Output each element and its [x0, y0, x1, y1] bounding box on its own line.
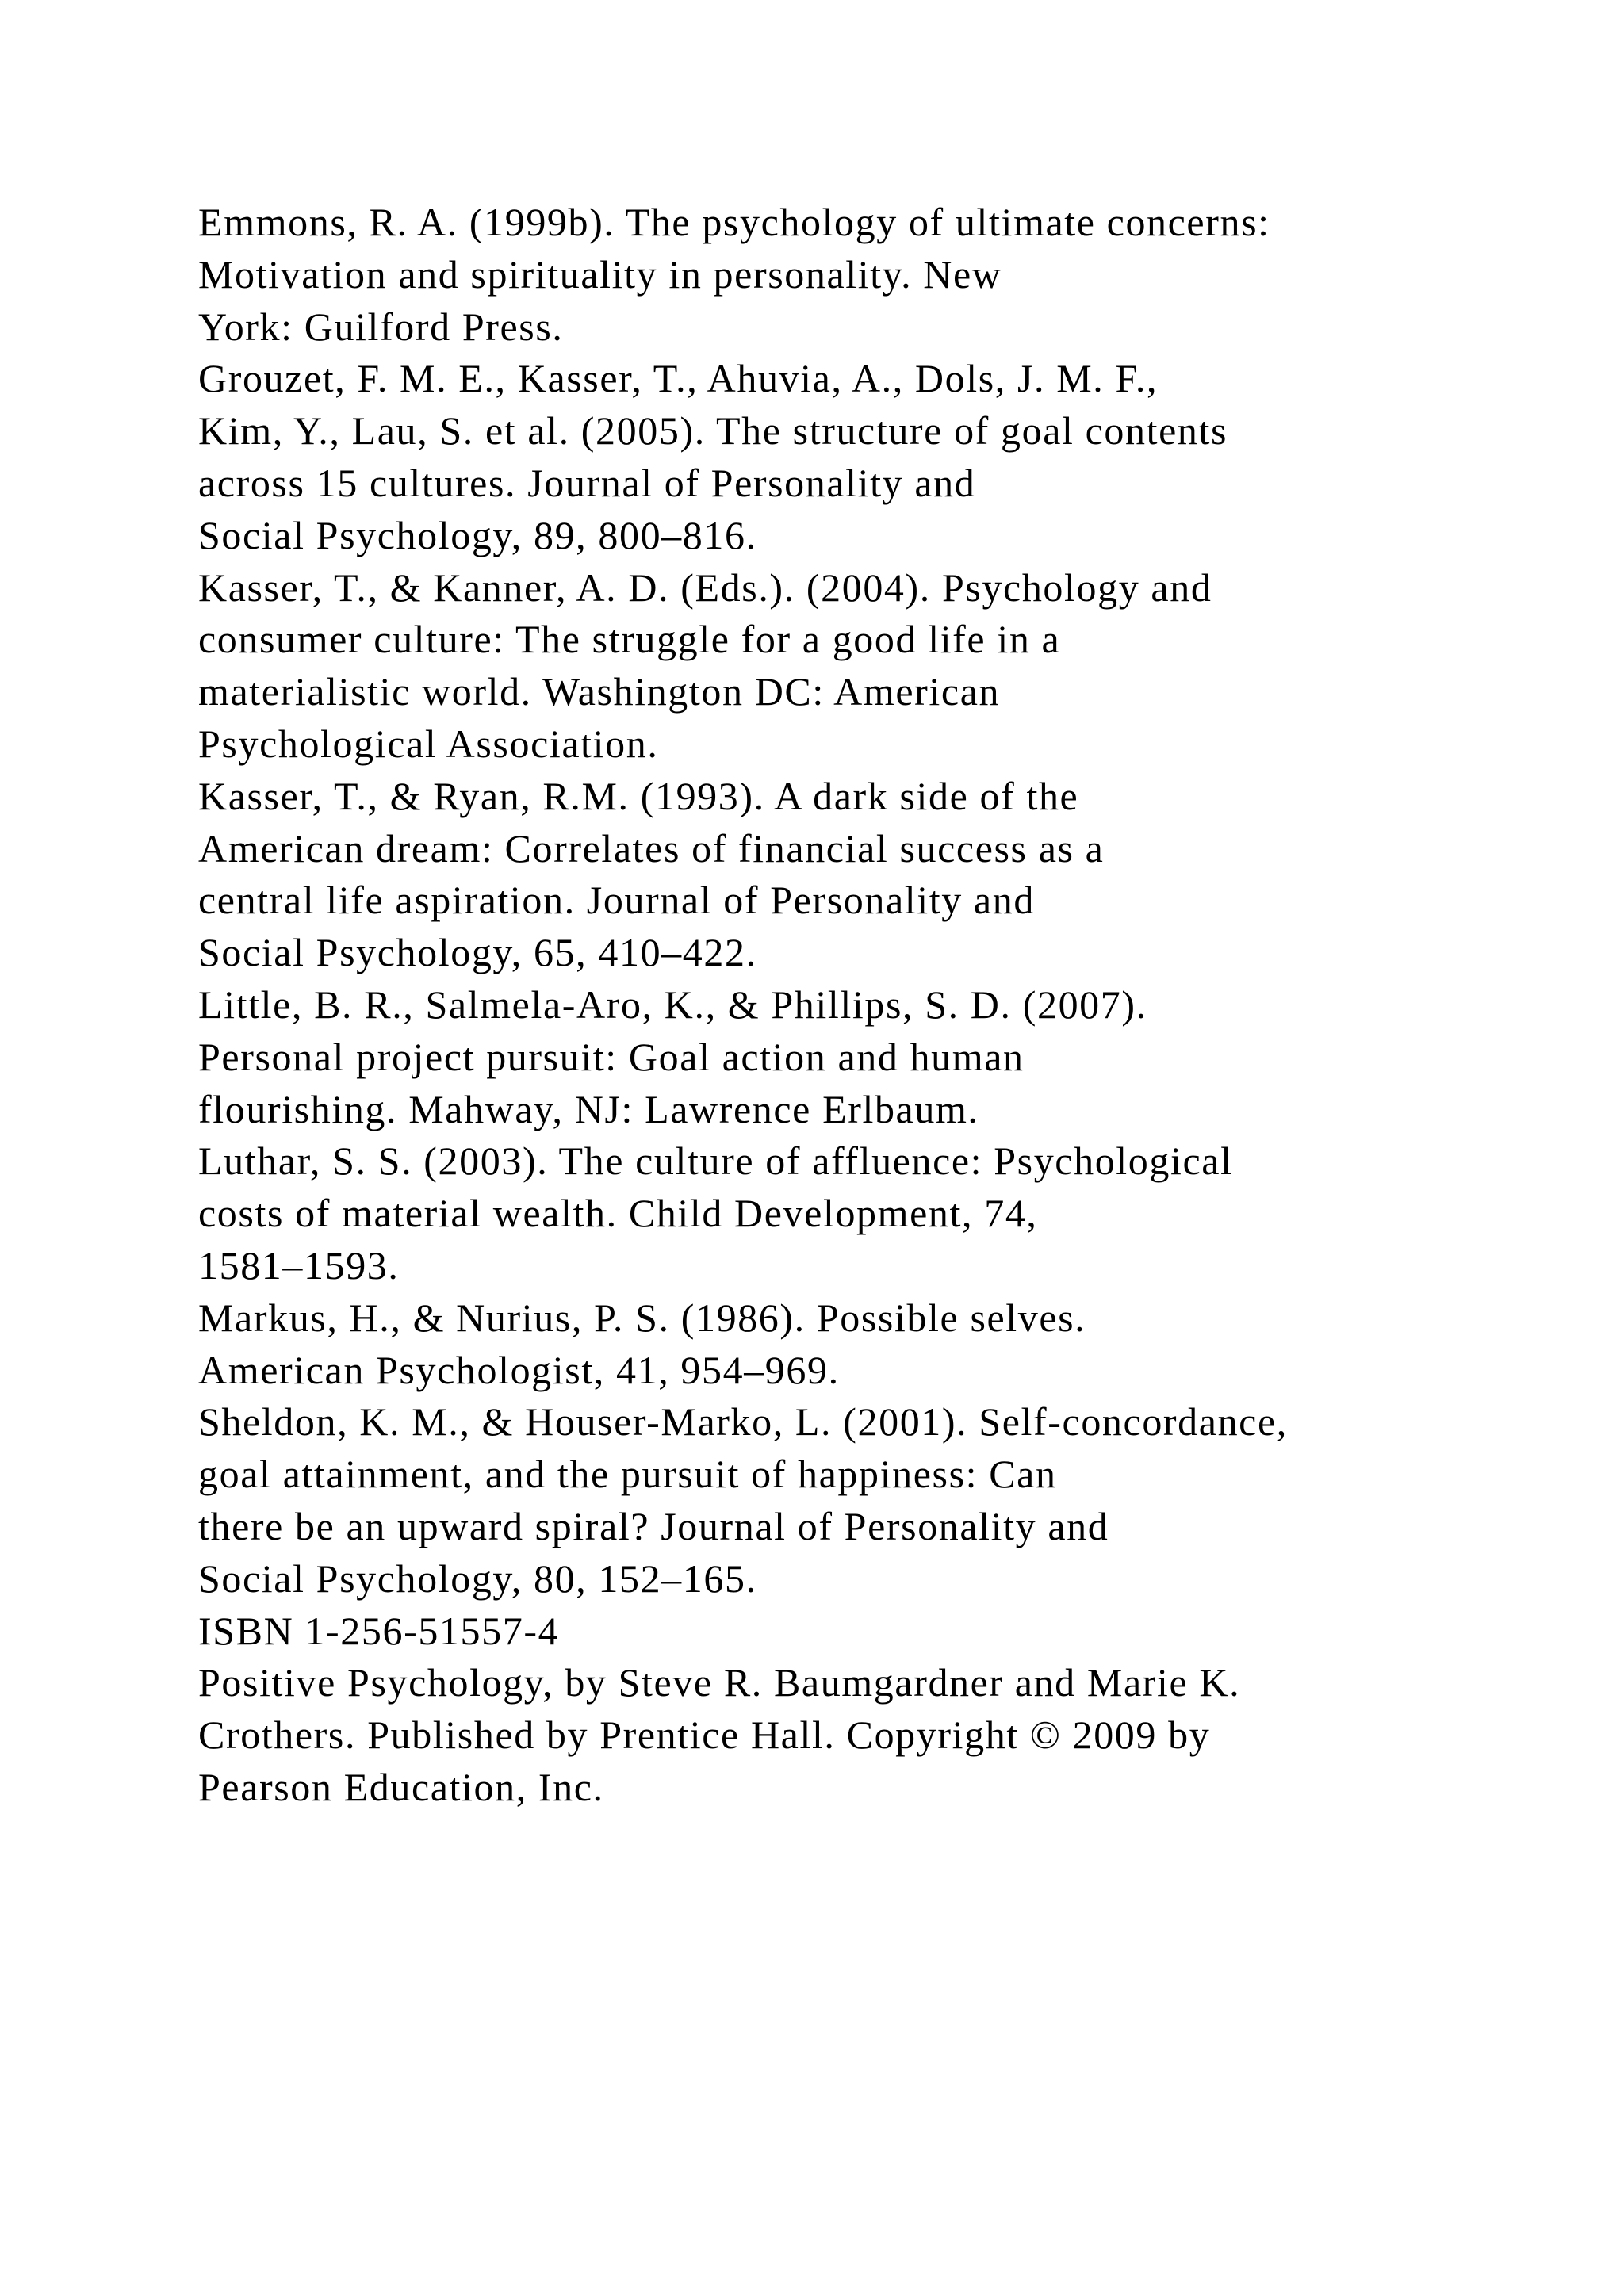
text-line: Grouzet, F. M. E., Kasser, T., Ahuvia, A., Dols, J. M. F.,	[198, 356, 1159, 401]
text-line: York: Guilford Press.	[198, 304, 564, 349]
text-line: materialistic world. Washington DC: American	[198, 669, 1001, 714]
text-line: Kasser, T., & Kanner, A. D. (Eds.). (2004). Psychology and	[198, 564, 1212, 610]
copyright-line: Pearson Education, Inc.	[198, 1764, 604, 1809]
text-line: flourishing. Mahway, NJ: Lawrence Erlbaum.	[198, 1086, 979, 1131]
text-line: Social Psychology, 80, 152–165.	[198, 1556, 757, 1601]
text-line: 1581–1593.	[198, 1242, 400, 1288]
text-line: Social Psychology, 65, 410–422.	[198, 930, 757, 975]
text-line: Markus, H., & Nurius, P. S. (1986). Possible selves.	[198, 1295, 1086, 1340]
text-line: Kim, Y., Lau, S. et al. (2005). The structure of goal contents	[198, 408, 1228, 453]
text-line: Personal project pursuit: Goal action and human	[198, 1034, 1025, 1079]
text-line: costs of material wealth. Child Development, 74,	[198, 1191, 1038, 1236]
text-line: Motivation and spirituality in personality. New	[198, 251, 1002, 297]
copyright-line: Positive Psychology, by Steve R. Baumgardner and Marie K.	[198, 1660, 1241, 1705]
text-line: across 15 cultures. Journal of Personality and	[198, 460, 976, 505]
text-line: consumer culture: The struggle for a good life in a	[198, 617, 1061, 662]
text-line: Social Psychology, 89, 800–816.	[198, 512, 757, 557]
text-line: Little, B. R., Salmela-Aro, K., & Phillips, S. D. (2007).	[198, 982, 1147, 1027]
text-line: Kasser, T., & Ryan, R.M. (1993). A dark side of the	[198, 773, 1079, 818]
copyright-line: Crothers. Published by Prentice Hall. Copyright © 2009 by	[198, 1712, 1211, 1758]
isbn-line: ISBN 1-256-51557-4	[198, 1608, 560, 1653]
text-line: goal attainment, and the pursuit of happiness: Can	[198, 1452, 1057, 1497]
text-line: Emmons, R. A. (1999b). The psychology of ultimate concerns:	[198, 200, 1270, 244]
text-line: Psychological Association.	[198, 721, 659, 766]
text-line: Sheldon, K. M., & Houser-Marko, L. (2001). Self-concordance,	[198, 1399, 1288, 1445]
text-line: Luthar, S. S. (2003). The culture of affluence: Psychological	[198, 1138, 1233, 1184]
reference-list	[198, 197, 1546, 1814]
text-line: American Psychologist, 41, 954–969.	[198, 1347, 840, 1392]
text-line: there be an upward spiral? Journal of Personality and	[198, 1503, 1109, 1548]
text-line: central life aspiration. Journal of Personality and	[198, 878, 1035, 923]
text-line: American dream: Correlates of financial success as a	[198, 825, 1105, 871]
